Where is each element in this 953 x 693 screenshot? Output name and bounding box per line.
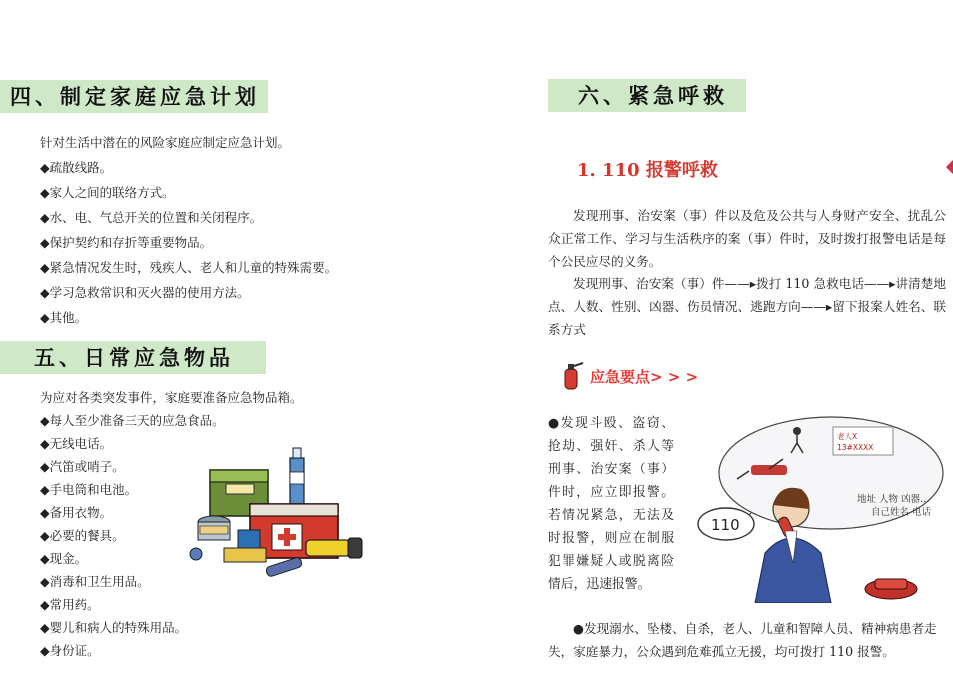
- list-item: ◆必要的餐具。: [40, 528, 125, 543]
- list-item: ◆婴儿和病人的特殊用品。: [40, 620, 188, 635]
- page-edge-marker: [946, 160, 953, 174]
- left-page: [0, 0, 476, 693]
- svg-text:地址 人物 凶器…: 地址 人物 凶器…: [857, 494, 930, 505]
- tips-label: 应急要点> > >: [590, 368, 699, 386]
- section-5-title: 五、日常应急物品: [0, 341, 266, 374]
- section-4-list: [40, 130, 337, 330]
- list-item: ◆其他。: [40, 310, 88, 325]
- list-item: ◆家人之间的联络方式。: [40, 185, 175, 200]
- list-item: ◆保护契约和存折等重要物品。: [40, 235, 213, 250]
- right-page: [476, 0, 953, 693]
- list-item: ◆备用衣物。: [40, 505, 113, 520]
- list-item: ◆学习急救常识和灭火器的使用方法。: [40, 285, 250, 300]
- police-call-illustration: [681, 413, 946, 603]
- list-item: ◆疏散线路。: [40, 160, 113, 175]
- list-item: ◆紧急情况发生时，残疾人、老人和儿童的特殊需要。: [40, 260, 338, 275]
- svg-text:13#XXXX: 13#XXXX: [837, 443, 874, 452]
- list-item: ◆汽笛或哨子。: [40, 459, 125, 474]
- paragraph-other-cases: ●发现溺水、坠楼、自杀，老人、儿童和智障人员、精神病患者走失，家庭暴力，公众遇到危难孤立无援，均可拨打 110 报警。: [548, 621, 937, 659]
- list-item: ◆无线电话。: [40, 436, 113, 451]
- paragraph-procedure: 发现刑事、治安案（事）件——▸拨打 110 急救电话——▸讲清楚地点、人数、性别、凶器、伤员情况、逃跑方向——▸留下报案人姓名、联系方式: [548, 276, 946, 337]
- list-item: 针对生活中潜在的风险家庭应制定应急计划。: [40, 135, 291, 150]
- paragraph-criminal-cases: ●发现斗殴、盗窃、抢劫、强奸、杀人等刑事、治安案（事）件时，应立即报警。若情况紧急，无法及时报警，则应在制服犯罪嫌疑人或脱离险情后，迅速报警。: [548, 416, 674, 592]
- list-item: ◆手电筒和电池。: [40, 482, 138, 497]
- svg-text:自己姓名 电话: 自己姓名 电话: [871, 507, 932, 518]
- svg-text:老人X: 老人X: [837, 432, 858, 441]
- list-item: ◆身份证。: [40, 643, 100, 658]
- subheading-110: 1. 110 报警呼救: [577, 160, 718, 181]
- emergency-supplies-illustration: [186, 440, 374, 590]
- section-4-title: 四、制定家庭应急计划: [0, 80, 268, 113]
- list-item: ◆水、电、气总开关的位置和关闭程序。: [40, 210, 263, 225]
- list-item: ◆现金。: [40, 551, 88, 566]
- fire-extinguisher-icon: [565, 363, 583, 389]
- paragraph-duty: 发现刑事、治安案（事）件以及危及公共与人身财产安全、扰乱公众正常工作、学习与生活秩序的案（事）件时，及时拨打报警电话是每个公民应尽的义务。: [548, 208, 946, 269]
- list-item: ◆常用药。: [40, 597, 100, 612]
- list-item: 为应对各类突发事件，家庭要准备应急物品箱。: [40, 390, 303, 405]
- list-item: ◆消毒和卫生用品。: [40, 574, 150, 589]
- balloon-110: 110: [711, 516, 740, 534]
- list-item: ◆每人至少准备三天的应急食品。: [40, 413, 225, 428]
- section-6-title: 六、紧急呼救: [548, 79, 746, 112]
